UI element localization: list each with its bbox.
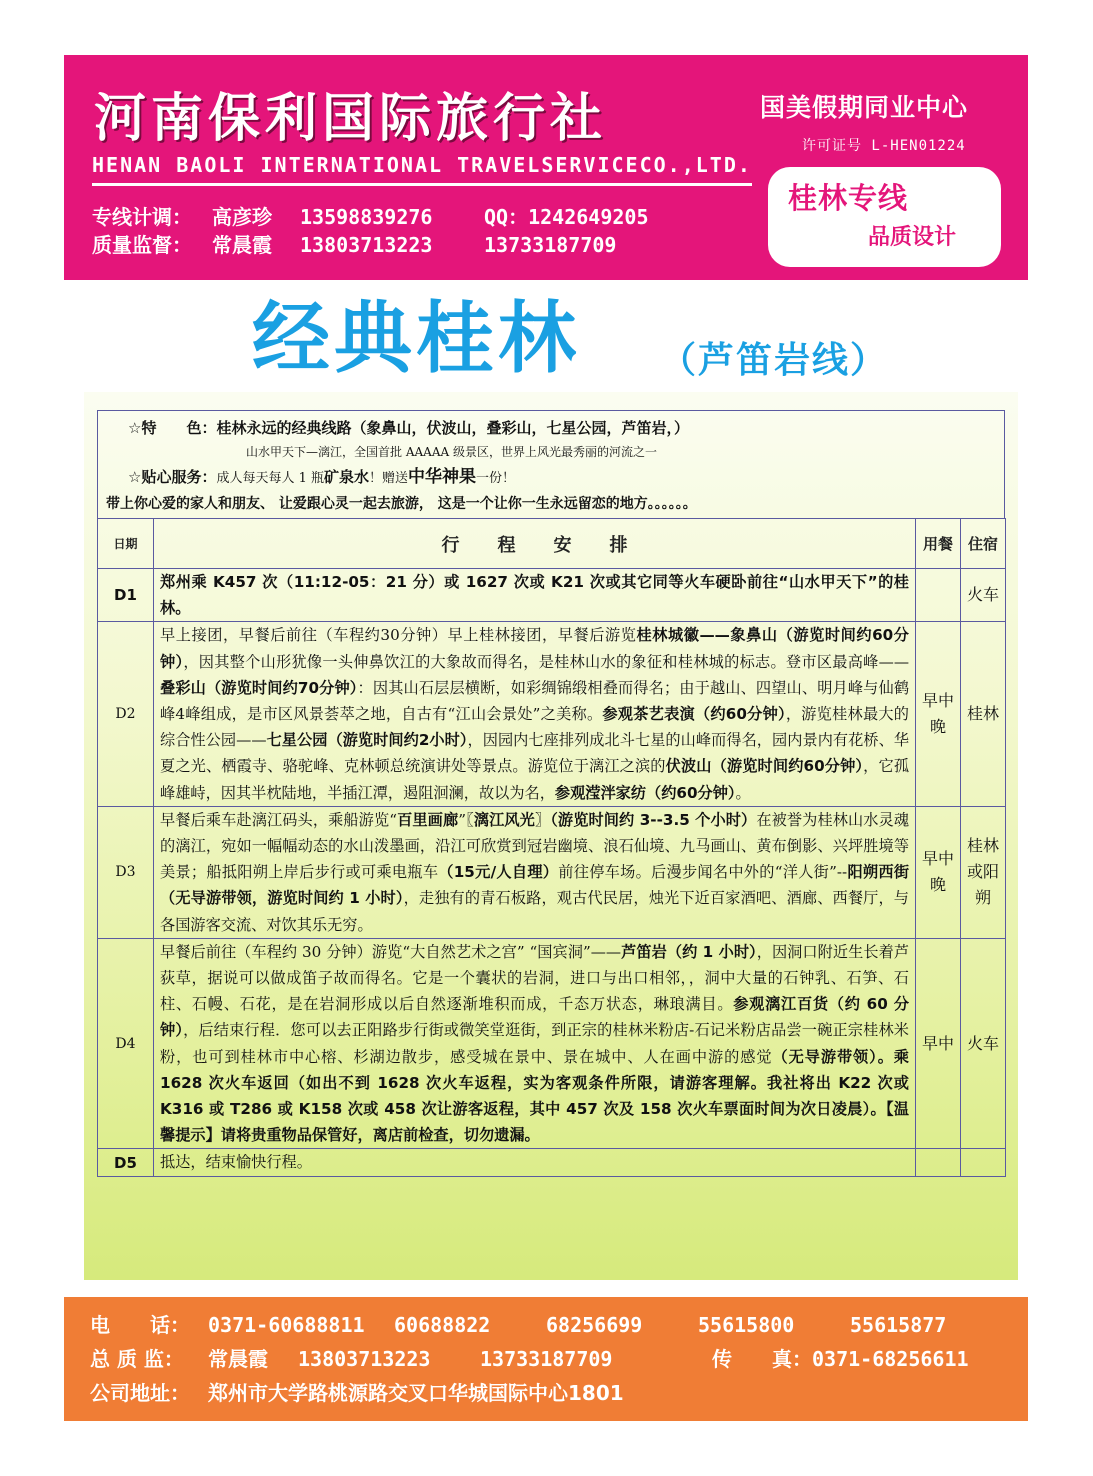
header-banner [64,55,1028,280]
footer-phone-row [90,1315,946,1335]
service-text: 一份！ [476,471,516,486]
feature-note: 山水甲天下—漓江，全国首批 AAAAA 级景区，世界上风光最秀丽的河流之一 [246,445,657,459]
footer-contact [64,1297,1028,1421]
header-day: 日期 [98,519,154,569]
brand-underline [92,183,752,186]
service-text: 成人每天每人 1 瓶 [216,471,324,486]
plan-text: 。 [735,783,751,802]
plan-highlight: 漓江风光 [473,810,535,829]
day-cell: D4 [98,938,154,1149]
plan-highlight: （无导游带领）。乘 1628 次火车返回（如出不到 1628 次火车返程，实为客观条件所限，请游客理解。我社将出 K22 次或 K316 或 T286 或 K158 次或 458 次让游客返程，其中 457 次及 158 次火车票面时间为次日凌晨）。【温馨提示】请将贵重物品保管好，离店前检查，切勿遗漏。 [160,1047,909,1145]
hotel-cell [961,1149,1006,1176]
header-hotel: 住宿 [961,519,1006,569]
footer-supervisor-phone: 13803713223 [298,1347,431,1371]
hotel-cell: 火车 [961,569,1006,622]
schedule-row-d4 [98,938,1006,1149]
contact-label: 质量监督： [92,233,192,257]
plan-text: ”〖 [458,810,474,829]
slogan: 带上你心爱的家人和朋友、 让爱跟心灵一起去旅游， 这是一个让你一生永远留恋的地方。。。。。。 [106,496,697,512]
plan-cell [154,622,916,806]
plan-cell [154,938,916,1149]
agency-name: 国美假期同业中心 [760,93,969,122]
footer-address-label: 公司地址： [90,1381,190,1405]
license-number: 许可证号 L-HEN01224 [802,138,966,154]
plan-highlight: 伏波山（游览时间约60分钟） [665,757,864,776]
plan-text: 在被誉为桂林山水灵魂的漓江，宛如一幅幅动态的水山泼墨画，沿江可欣赏到冠岩幽境、浪石仙境、九马画山、黄布倒影、兴坪胜境等美景；船抵阳朔上岸后步行或可乘电瓶车 [160,810,910,882]
service-fruit: 中华神果 [408,467,477,487]
hotel-cell: 桂林或阳朔 [961,806,1006,938]
plan-highlight: （15元/人自理） [438,863,559,882]
plan-text: 早餐后乘车赴漓江码头，乘船游览“ [160,810,398,829]
contact-row-quality [92,235,616,255]
footer-tel-label: 电 话： [90,1313,190,1337]
plan-highlight: 七星公园（游览时间约2小时） [266,731,468,750]
contact-name: 高彦珍 [212,205,272,229]
footer-supervisor-phone-2: 13733187709 [480,1347,613,1371]
plan-text: ，因园内七座排列成北斗七星的山峰而得名，园内景内有花桥、华夏之光、栖霞寺、骆驼峰、克林顿总统演讲处等景点。游览位于漓江之滨的 [160,731,910,776]
footer-address: 郑州市大学路桃源路交叉口华城国际中心1801 [208,1381,624,1405]
feature-line: ☆特 色：桂林永远的经典线路（象鼻山，伏波山，叠彩山，七星公园，芦笛岩，） [128,419,689,437]
brand-name-en: HENAN BAOLI INTERNATIONAL TRAVELSERVICECO.,LTD. [92,153,752,177]
meal-cell: 早中 [916,938,961,1149]
plan-highlight: 芦笛岩（约 1 小时） [621,942,757,961]
footer-tel: 55615877 [850,1313,947,1337]
meal-cell: 早中晚 [916,622,961,806]
plan-text: 早上接团，早餐后前往（车程约30分钟）早上桂林接团，早餐后游览 [160,626,637,645]
footer-supervisor-row [90,1349,969,1369]
plan-text: 前往停车场。后漫步闻名中外的“洋人街”-- [558,863,848,882]
plan-text: 抵达，结束愉快行程。 [160,1153,312,1172]
contact-row-planner [92,207,649,227]
plan-highlight: 阳朔西街（无导游带领，游览时间约 1 小时） [160,863,910,908]
specialty-title: 桂林专线 [788,181,909,215]
footer-address-row [90,1383,624,1403]
plan-highlight: 郑州乘 K457 次（11:12-05：21 分）或 1627 次或 K21 次或其它同等火车硬卧前往“山水甲天下”的桂林。 [160,573,909,618]
footer-tel: 55615800 [698,1313,795,1337]
plan-text: ，游览桂林最大的综合性公园—— [160,705,909,750]
footer-fax: 0371-68256611 [812,1347,969,1371]
contact-name: 常晨霞 [212,233,272,257]
service-water: 矿泉水 [324,468,370,486]
intro-box [97,410,1005,518]
contact-phone: 13803713223 [300,233,433,257]
plan-highlight: （游览时间约 3--3.5 个小时） [550,810,757,829]
schedule-header-row [98,519,1006,569]
contact-phone-2: 13733187709 [484,233,617,257]
schedule-row-d3 [98,806,1006,938]
plan-text: ，后结束行程．您可以去正阳路步行街或微笑堂逛街，到正宗的桂林米粉店-石记米粉店品尝一碗正宗桂林米粉，也可到桂林市中心榕、杉湖边散步，感受城在景中、景在城中、人在画中游的感觉 [160,1021,909,1066]
plan-text: ，因洞口附近生长着芦荻草，据说可以做成笛子故而得名。它是一个囊状的岩洞，进口与出口相邻，，洞中大量的石钟乳、石笋、石柱、石幔、石花，是在岩洞形成以后自然逐渐堆积而成，千态万状态，琳琅满目。 [160,942,910,1014]
plan-text: ，走独有的青石板路，观古代民居，烛光下近百家酒吧、酒廊、西餐厅，与各国游客交流、对饮其乐无穷。 [160,889,909,934]
service-label: ☆贴心服务： [128,468,217,486]
plan-cell [154,569,916,622]
page-title: 经典桂林 [252,294,581,384]
footer-tel: 68256699 [546,1313,643,1337]
specialty-badge [768,167,1001,267]
schedule-table [97,518,1006,1177]
footer-tel: 60688822 [394,1313,491,1337]
plan-text: ，它孤峰雄峙，因其半枕陆地，半插江潭，遏阻洄澜，故以为名， [160,757,910,802]
schedule-row-d5 [98,1149,1006,1176]
plan-highlight: 百里画廊 [397,810,459,829]
contact-label: 专线计调： [92,205,192,229]
schedule-row-d2 [98,622,1006,806]
plan-highlight: 参观滢泮家纺（约60分钟） [554,783,736,802]
page-subtitle: （芦笛岩线） [660,340,889,381]
schedule-row-d1 [98,569,1006,622]
schedule-body [98,569,1006,1177]
specialty-subtitle: 品质设计 [868,225,957,250]
hotel-cell: 火车 [961,938,1006,1149]
footer-fax-label: 传 真： [712,1347,812,1371]
plan-cell [154,806,916,938]
plan-text: 早餐后前往（车程约 30 分钟）游览“大自然艺术之宫” “国宾洞”—— [160,942,622,961]
service-text: ！赠送 [369,471,409,486]
plan-highlight: 参观茶艺表演（约60分钟） [602,705,786,724]
footer-tel: 0371-60688811 [208,1313,365,1337]
day-cell: D3 [98,806,154,938]
meal-cell [916,1149,961,1176]
plan-text: ：因其山石层层横断，如彩绸锦缎相叠而得名；由于越山、四望山、明月峰与仙鹤峰4峰组成，是市区风景荟萃之地，自古有“江山会景处”之美称。 [160,678,910,724]
day-cell: D2 [98,622,154,806]
footer-supervisor-label: 总 质 监： [90,1347,184,1371]
plan-text: 〗 [534,810,551,829]
plan-highlight: 参观漓江百货（约 60 分钟） [160,995,910,1040]
day-cell: D5 [98,1149,154,1176]
contact-qq: QQ：1242649205 [484,205,649,229]
hotel-cell: 桂林 [961,622,1006,806]
plan-cell [154,1149,916,1176]
meal-cell: 早中晚 [916,806,961,938]
header-plan: 行程安排 [154,519,916,569]
service-line [128,469,515,486]
plan-text: ，因其整个山形犹像一头伸鼻饮江的大象故而得名，是桂林山水的象征和桂林城的标志。登市区最高峰—— [183,652,910,671]
day-cell: D1 [98,569,154,622]
meal-cell [916,569,961,622]
brand-name-cn: 河南保利国际旅行社 [94,89,608,149]
header-meal: 用餐 [916,519,961,569]
plan-highlight: 桂林城徽——象鼻山（游览时间约60分钟） [160,626,909,671]
contact-phone: 13598839276 [300,205,433,229]
footer-supervisor-name: 常晨霞 [208,1347,268,1371]
plan-highlight: 叠彩山（游览时间约70分钟） [160,678,358,697]
